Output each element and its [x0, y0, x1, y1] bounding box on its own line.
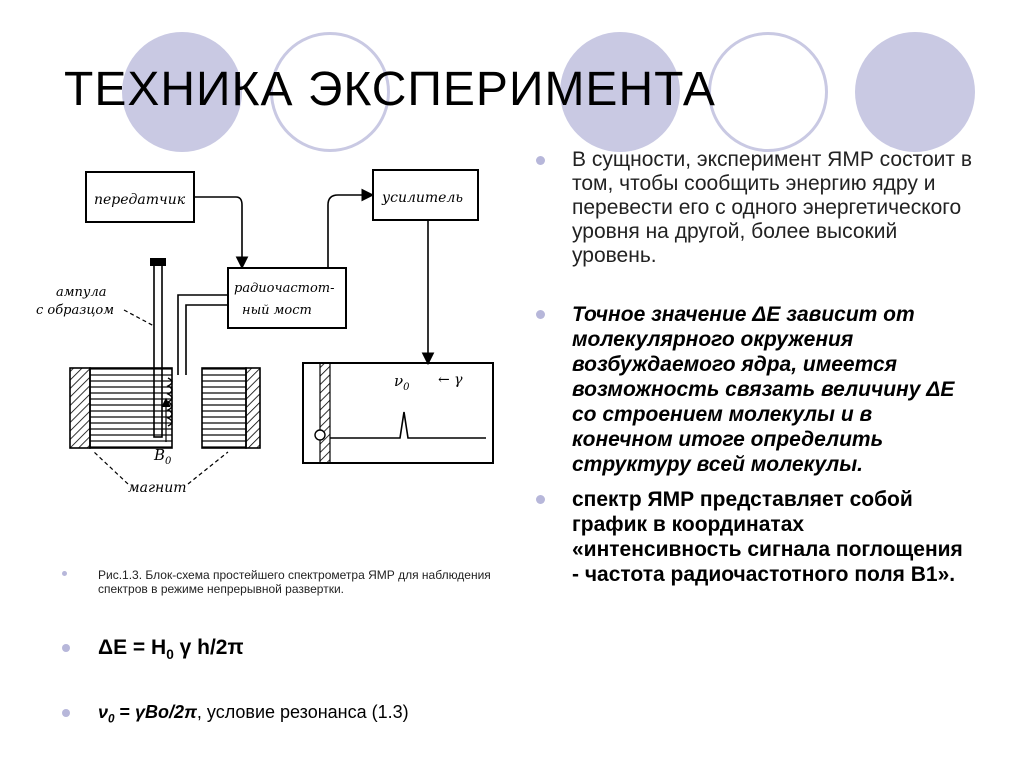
list-item: В сущности, эксперимент ЯМР состоит в том, чтобы сообщить энергию ядру и перевести его с одного энергетического уровня на другой, более высокий уровень.	[534, 148, 974, 268]
slide-title: ТЕХНИКА ЭКСПЕРИМЕНТА	[64, 63, 716, 116]
list-item: Точное значение ΔЕ зависит от молекулярного окружения возбуждаемого ядра, имеется возможность связать величину ΔЕ со строением молекулы и в конечном итоге определить структуру всей молекулы.	[534, 302, 974, 477]
bullet-icon	[536, 495, 545, 504]
gamma-arrow-label: ← γ	[438, 372, 463, 388]
decor-circle-4	[708, 32, 828, 152]
magnet-left-core	[90, 368, 172, 448]
ampoule-cap	[150, 258, 166, 266]
nu-label: $\nu_0$	[394, 372, 410, 393]
list-item: спектр ЯМР представляет собой график в координатах «интенсивность сигнала поглощения - частота радиочастотного поля В1».	[534, 487, 974, 587]
ampoule-label-2: с образцом	[36, 303, 115, 318]
ampoule-pointer	[124, 310, 154, 326]
bullet-icon	[536, 156, 545, 165]
magnet-left-pole	[70, 368, 90, 448]
ampoule-label-1: ампула	[56, 285, 107, 300]
right-bullet-list	[534, 148, 974, 587]
formula-resonance: $\nu_0 = \gamma Bo/2\pi$, условие резонанса (1.3)	[62, 702, 538, 726]
bullet-icon	[536, 310, 545, 319]
field-label: $B_0$	[154, 446, 172, 467]
bullet-icon	[62, 709, 70, 717]
decor-circle-5	[855, 32, 975, 152]
formula-energy: $\Delta E = H_0$ γ h/2π	[62, 636, 538, 662]
rf-bridge-box	[228, 268, 346, 328]
bridge-to-amplifier-line	[328, 195, 371, 268]
magnet-pointer-left	[94, 452, 128, 484]
magnet-label: магнит	[128, 480, 187, 496]
spectrum-display-axis	[320, 363, 330, 463]
magnet-right-core	[202, 368, 246, 448]
amplifier-label: усилитель	[382, 190, 464, 206]
bullet-icon	[62, 571, 67, 576]
figure-caption: Рис.1.3. Блок-схема простейшего спектрометра ЯМР для наблюдения спектров в режиме непрерывной развертки.	[62, 568, 538, 596]
rf-bridge-label-2: ный мост	[242, 303, 312, 318]
transmitter-label: передатчик	[94, 192, 186, 208]
spectrum-display-knob	[315, 430, 325, 440]
rf-bridge-label-1: радиочастот-	[234, 281, 335, 296]
magnet-right-pole	[246, 368, 260, 448]
bullet-icon	[62, 644, 70, 652]
magnet-pointer-right	[188, 452, 228, 484]
probe-lead-2	[186, 305, 228, 375]
spectrum-trace	[330, 412, 486, 438]
nmr-spectrometer-diagram	[28, 150, 508, 550]
transmitter-to-bridge-line	[194, 197, 242, 266]
